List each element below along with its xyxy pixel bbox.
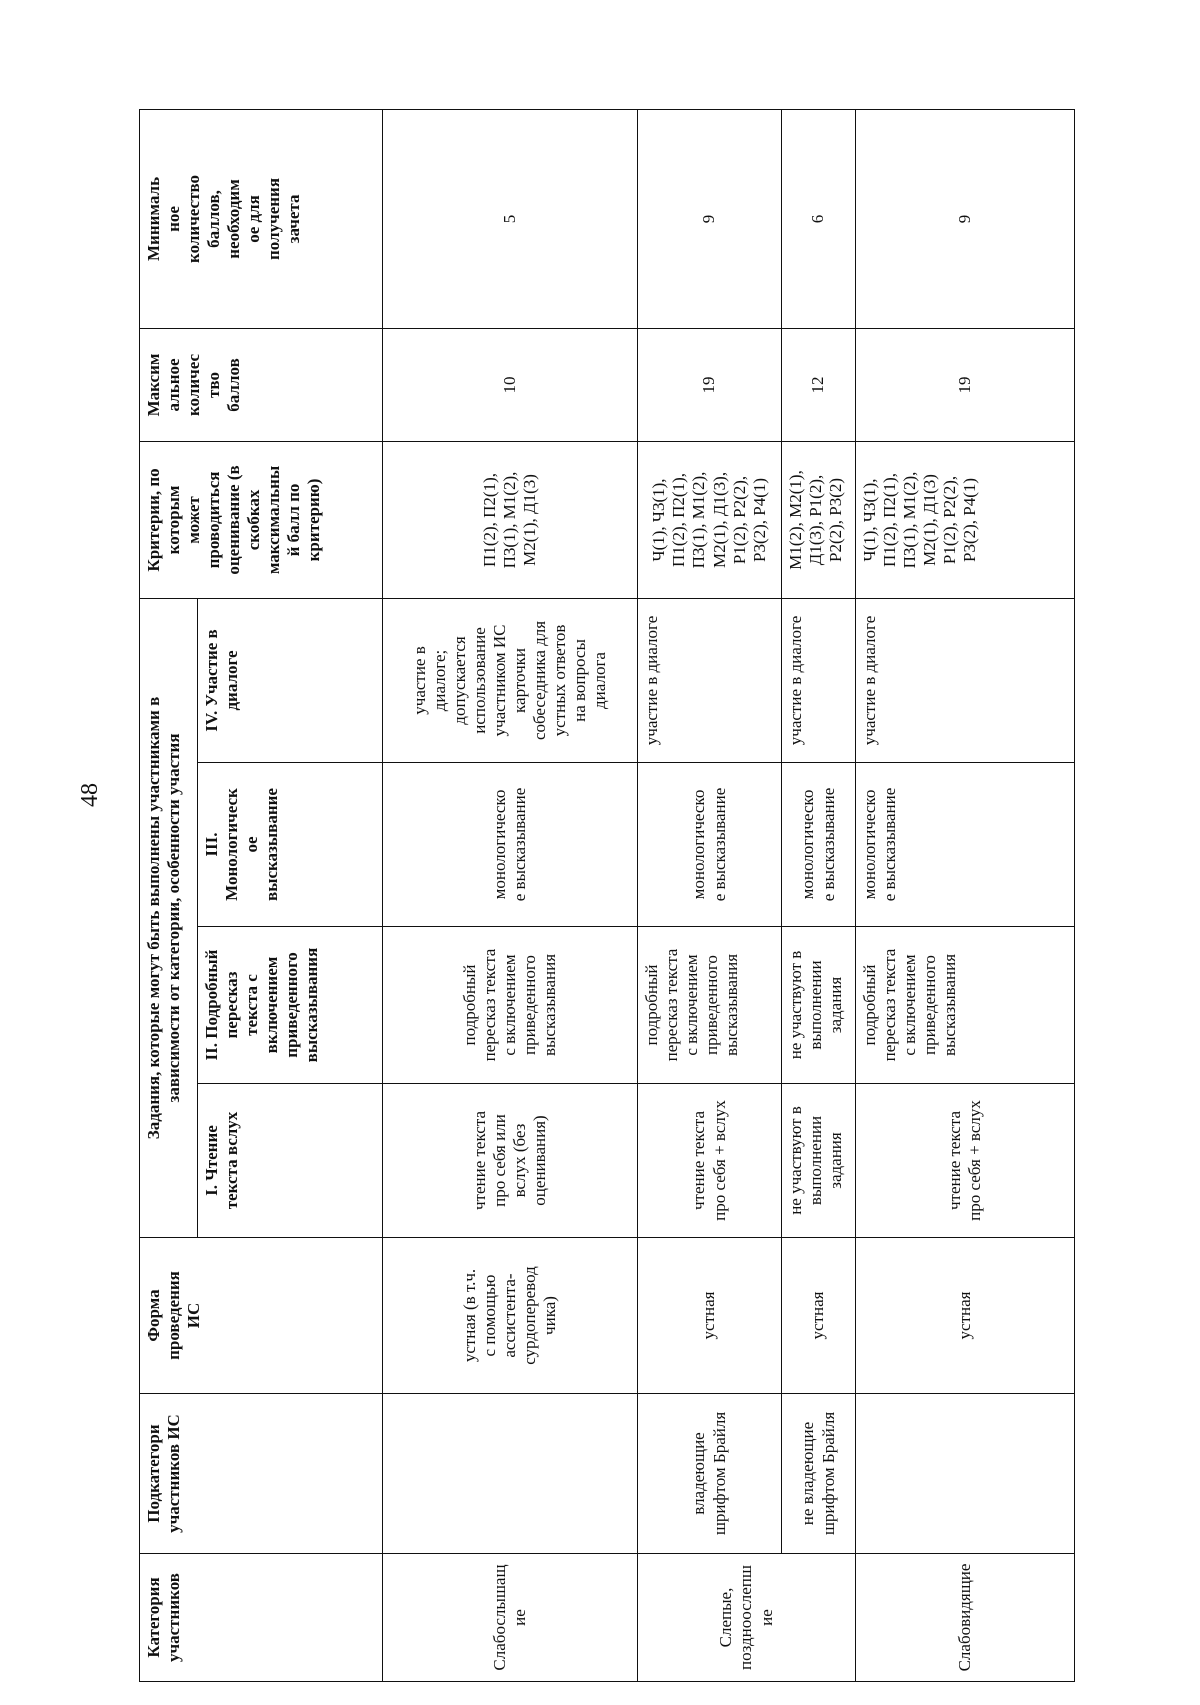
cell-task1: чтение текста про себя + вслух (856, 1084, 1075, 1238)
header-tasks-group: Задания, которые могут быть выполнены участниками в зависимости от категории, особенности участия (140, 598, 198, 1237)
cell-min-score: 9 (638, 109, 782, 328)
cell-task1: чтение текста про себя + вслух (638, 1084, 782, 1238)
table-row (638, 109, 782, 1681)
cell-max-score: 10 (383, 328, 638, 441)
cell-task4: участие в диалоге (638, 598, 782, 762)
cell-category: Слабовидящие (856, 1554, 1075, 1682)
table-row (383, 109, 638, 1681)
table-row (856, 109, 1075, 1681)
cell-category: Слепые, поздноослепш ие (638, 1554, 856, 1682)
cell-criteria: М1(2), М2(1), Д1(3), Р1(2), Р2(2), Р3(2) (782, 441, 856, 598)
cell-task4: участие в диалоге; допускается использование участником ИС карточки собеседника для устных ответов на вопросы диалога (383, 598, 638, 762)
cell-min-score: 5 (383, 109, 638, 328)
header-criteria: Критерии, по которым может проводиться оценивание (в скобках максимальны й балл по критерию) (140, 441, 383, 598)
cell-task3: монологическо е высказывание (782, 763, 856, 927)
cell-subcategory (383, 1394, 638, 1554)
cell-category: Слабослышащ ие (383, 1554, 638, 1682)
cell-task3: монологическо е высказывание (638, 763, 782, 927)
header-task2: II. Подробный пересказ текста с включением приведенного высказывания (198, 927, 383, 1084)
cell-max-score: 19 (638, 328, 782, 441)
cell-min-score: 9 (856, 109, 1075, 328)
cell-criteria: Ч(1), Ч3(1), П1(2), П2(1), П3(1), М1(2), М2(1), Д1(3), Р1(2), Р2(2), Р3(2), Р4(1) (638, 441, 782, 598)
header-category: Категория участников (140, 1554, 383, 1682)
header-task4: IV. Участие в диалоге (198, 598, 383, 762)
cell-task4: участие в диалоге (856, 598, 1075, 762)
cell-task1: чтение текста про себя или вслух (без оценивания) (383, 1084, 638, 1238)
cell-criteria: П1(2), П2(1), П3(1), М1(2), М2(1), Д1(3) (383, 441, 638, 598)
cell-form: устная (782, 1238, 856, 1394)
cell-subcategory (856, 1394, 1075, 1554)
cell-subcategory: владеющие шрифтом Брайля (638, 1394, 782, 1554)
header-form: Форма проведения ИС (140, 1238, 383, 1394)
cell-form: устная (856, 1238, 1075, 1394)
cell-task2: не участвуют в выполнении задания (782, 927, 856, 1084)
cell-subcategory: не владеющие шрифтом Брайля (782, 1394, 856, 1554)
rotated-table-wrapper (139, 110, 1074, 1682)
cell-form: устная (638, 1238, 782, 1394)
header-max-score: Максим альное количес тво баллов (140, 328, 383, 441)
cell-task2: подробный пересказ текста с включением приведенного высказывания (638, 927, 782, 1084)
page-number: 48 (77, 783, 103, 807)
header-min-score: Минималь ное количество баллов, необходим ое для получения зачета (140, 109, 383, 328)
cell-task2: подробный пересказ текста с включением приведенного высказывания (856, 927, 1075, 1084)
cell-task3: монологическо е высказывание (856, 763, 1075, 927)
assessment-table (139, 109, 1075, 1682)
header-task3: III. Монологическ ое высказывание (198, 763, 383, 927)
cell-task1: не участвуют в выполнении задания (782, 1084, 856, 1238)
cell-task4: участие в диалоге (782, 598, 856, 762)
cell-min-score: 6 (782, 109, 856, 328)
header-subcategory: Подкатегори участников ИС (140, 1394, 383, 1554)
cell-max-score: 19 (856, 328, 1075, 441)
header-task1: I. Чтение текста вслух (198, 1084, 383, 1238)
cell-form: устная (в т.ч. с помощью ассистента- сурдоперевод чика) (383, 1238, 638, 1394)
cell-criteria: Ч(1), Ч3(1), П1(2), П2(1), П3(1), М1(2), М2(1), Д1(3) Р1(2), Р2(2), Р3(2), Р4(1) (856, 441, 1075, 598)
cell-task2: подробный пересказ текста с включением приведенного высказывания (383, 927, 638, 1084)
cell-task3: монологическо е высказывание (383, 763, 638, 927)
header-row-1 (140, 109, 198, 1681)
cell-max-score: 12 (782, 328, 856, 441)
table-row (782, 109, 856, 1681)
